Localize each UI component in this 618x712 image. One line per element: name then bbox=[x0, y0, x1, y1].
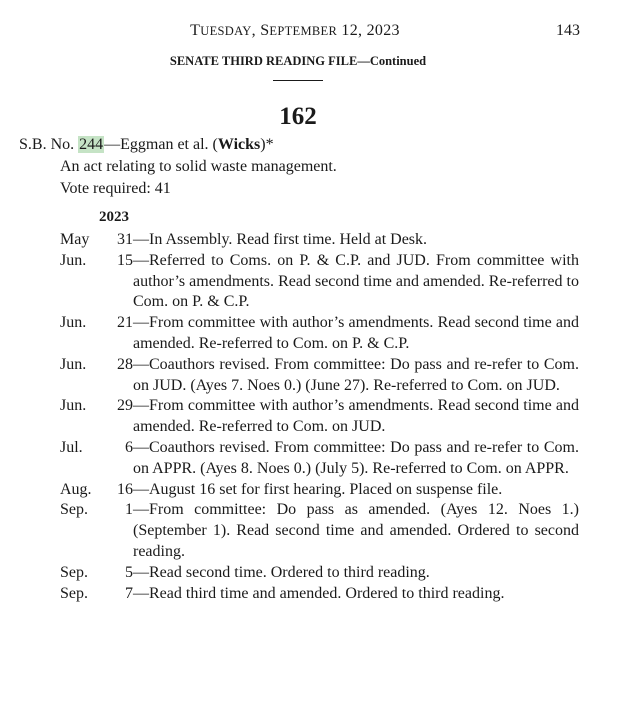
vote-required: Vote required: 41 bbox=[60, 180, 171, 197]
history-entry bbox=[0, 563, 618, 584]
history-entry bbox=[0, 313, 618, 355]
history-action: —Referred to Coms. on P. & C.P. and JUD. From committee with author’s amendments. Read second time and amended. Re-referred to Com. on P. & C.P. bbox=[133, 251, 579, 311]
history-day: 1 bbox=[125, 501, 133, 519]
history-action: —In Assembly. Read first time. Held at Desk. bbox=[133, 231, 428, 248]
history-month: Sep. bbox=[60, 584, 88, 602]
history-day: 29 bbox=[117, 397, 133, 415]
history-day: 5 bbox=[125, 563, 133, 581]
history-entry bbox=[0, 584, 618, 605]
bill-suffix: )* bbox=[260, 136, 274, 153]
date-initial-t: T bbox=[190, 22, 201, 39]
bill-number[interactable]: 244 bbox=[79, 136, 104, 153]
history-action: —Coauthors revised. From committee: Do pass and re-refer to Com. on APPR. (Ayes 8. Noes 0.) (July 5). Re-referred to Com. on APPR. bbox=[133, 438, 579, 477]
history-day: 28 bbox=[117, 355, 133, 373]
history-month: Jul. bbox=[60, 438, 83, 456]
history-entry bbox=[0, 438, 618, 480]
history-day: 7 bbox=[125, 584, 133, 602]
history-month: Aug. bbox=[60, 480, 92, 498]
bill-title: An act relating to solid waste management. bbox=[60, 158, 337, 175]
date-month-rest: EPTEMBER bbox=[269, 24, 338, 38]
history-entry bbox=[0, 480, 618, 501]
date-day-year: 12, 2023 bbox=[341, 22, 400, 39]
bill-history bbox=[0, 230, 618, 604]
history-day: 21 bbox=[117, 314, 133, 332]
section-title: SENATE THIRD READING FILE—Continued bbox=[169, 54, 427, 68]
history-action: —From committee: Do pass as amended. (Ayes 12. Noes 1.) (September 1). Read second time and amended. Ordered to second reading. bbox=[133, 501, 579, 560]
history-entry bbox=[0, 230, 618, 251]
history-month: Sep. bbox=[60, 501, 88, 519]
history-entry bbox=[0, 355, 618, 397]
history-action: —Read third time and amended. Ordered to third reading. bbox=[133, 584, 505, 602]
history-action: —August 16 set for first hearing. Placed on suspense file. bbox=[133, 480, 503, 498]
date-initial-s: S bbox=[260, 22, 270, 39]
history-entry bbox=[0, 396, 618, 438]
history-month: Jun. bbox=[60, 397, 87, 415]
history-year: 2023 bbox=[99, 209, 129, 225]
history-day: 15 bbox=[117, 251, 133, 269]
history-month: Jun. bbox=[60, 251, 87, 269]
history-entry bbox=[0, 500, 618, 562]
history-day: 31 bbox=[117, 231, 133, 248]
history-month: May bbox=[60, 231, 90, 248]
date-weekday-rest: UESDAY bbox=[200, 24, 252, 38]
bill-prefix: S.B. No. bbox=[19, 136, 75, 153]
bill-authors: —Eggman et al. ( bbox=[104, 136, 218, 153]
running-head-date: TUESDAY, SEPTEMBER 12, 2023 bbox=[190, 22, 400, 39]
bill-coauthor: Wicks bbox=[217, 136, 261, 153]
history-month: Sep. bbox=[60, 563, 88, 581]
history-action: —From committee with author’s amendments. Read second time and amended. Re-referred to Com. on JUD. bbox=[133, 397, 579, 436]
bill-heading bbox=[19, 136, 274, 154]
page-number: 143 bbox=[556, 22, 580, 39]
title-rule bbox=[273, 80, 323, 81]
history-action: —Coauthors revised. From committee: Do pass and re-refer to Com. on JUD. (Ayes 7. Noes 0.) (June 27). Re-referred to Com. on JUD. bbox=[133, 355, 579, 394]
history-day: 6 bbox=[125, 438, 133, 456]
history-action: —Read second time. Ordered to third reading. bbox=[133, 563, 430, 581]
file-item-number: 162 bbox=[279, 103, 317, 130]
history-day: 16 bbox=[117, 480, 133, 498]
history-month: Jun. bbox=[60, 355, 87, 373]
history-month: Jun. bbox=[60, 314, 87, 332]
history-action: —From committee with author’s amendments. Read second time and amended. Re-referred to Com. on P. & C.P. bbox=[133, 314, 579, 352]
history-entry bbox=[0, 251, 618, 313]
